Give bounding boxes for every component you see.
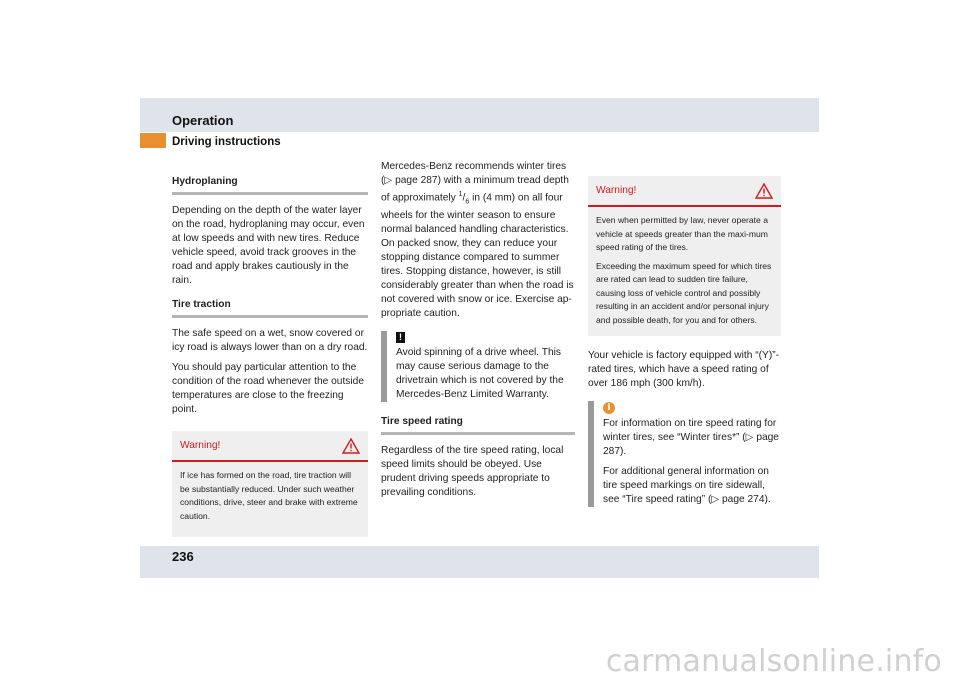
winter-text-mid: ) with a minimum tread depth of approximately [381,175,569,204]
winter-text-start: Mercedes-Benz recommends winter tires ( [381,161,567,186]
ice-warning-box [172,431,368,537]
warning-triangle-icon [342,438,360,454]
footer-band [140,546,819,578]
speed-rating-text: Regardless of the tire speed rating, local speed limits should be obeyed. Use prudent driving speeds appropriate to prevailing conditions. [381,445,564,499]
section-title: Operation [172,113,234,128]
ice-warning-text: If ice has formed on the road, tire traction will be substantially reduced. Under such weather conditions, drive, steer and brake with extreme caution. [180,470,358,521]
tire-traction-heading: Tire traction [172,298,368,318]
traction-paragraph-1: The safe speed on a wet, snow covered or icy road is always lower than on a dry road. [172,328,368,353]
watermark: carmanualsonline.info [605,644,942,679]
section-marker-tab [140,133,166,148]
column-1 [172,175,368,537]
info-note [588,401,781,507]
column-3 [588,176,781,507]
fraction-numerator: 1 [458,191,463,198]
page-reference-link[interactable]: ▷ page 287 [384,175,438,186]
column-2 [381,160,575,506]
header-band [140,98,819,132]
warning-triangle-icon [755,183,773,199]
traction-paragraph-2: You should pay particular attention to the condition of the road whenever the outside temperatures are close to the freezing point. [172,362,364,415]
page-number: 236 [172,549,194,564]
winter-tires-paragraph: Mercedes-Benz recommends winter tires (▷ page 287) with a minimum tread depth of approximately $^1/_6$ in (4 mm) on all four wheels for the winter season to ensure normal balanced handling characteristics. On packed snow, they can reduce your stopping distance compared to summer tires. Stopping distance, however, is still considerably greater than when the road is not covered with snow or ice. Exercise ap-propriate caution. [381,161,574,320]
caution-note [381,331,575,402]
subsection-title: Driving instructions [172,136,281,148]
hydroplaning-text: Depending on the depth of the water layer on the road, hydroplaning may occur, even at low speeds and with new tires. Reduce vehicle speed, avoid track grooves in the road and apply brakes cautiously in the rain. [172,205,365,286]
tire-speed-rating-heading: Tire speed rating [381,415,575,435]
factory-tires-text: Your vehicle is factory equipped with “(Y)”-rated tires, which have a speed rating of over 186 mph (300 km/h). [588,350,780,389]
warning-header [588,176,781,207]
speed-warning-text-1: Even when permitted by law, never operate a vehicle at speeds greater than the maxi-mum speed rating of the tires. [596,215,768,252]
fraction-denominator: 6 [465,198,470,206]
warning-title: Warning! [596,185,637,196]
warning-header [172,431,368,462]
speed-warning-box [588,176,781,336]
warning-title: Warning! [180,440,221,451]
winter-text-end: in (4 mm) on all four wheels for the winter season to ensure normal balanced handling characteristics. On packed snow, they can reduce your stopping distance compared to summer tires. Stopping distance, however, is still considerably greater than when the road is not covered with snow or ice. Exercise ap-propriate caution. [381,192,574,320]
hydroplaning-heading: Hydroplaning [172,175,368,195]
info-text-2: For additional general information on tire speed markings on tire sidewall, see “Tire speed rating” (▷ page 274). [603,466,771,505]
info-text-1: For information on tire speed rating for winter tires, see “Winter tires*” (▷ page 287). [603,418,779,457]
info-icon: i [603,402,615,414]
speed-warning-text-2: Exceeding the maximum speed for which tires are rated can lead to sudden tire failure, causing loss of vehicle control and possibly resulting in an accident and/or personal injury and possible death, for you and for others. [596,260,772,325]
exclamation-icon: ! [396,332,405,343]
caution-text: Avoid spinning of a drive wheel. This may cause serious damage to the drivetrain which is not covered by the Mercedes-Benz Limited Warranty. [396,347,564,401]
